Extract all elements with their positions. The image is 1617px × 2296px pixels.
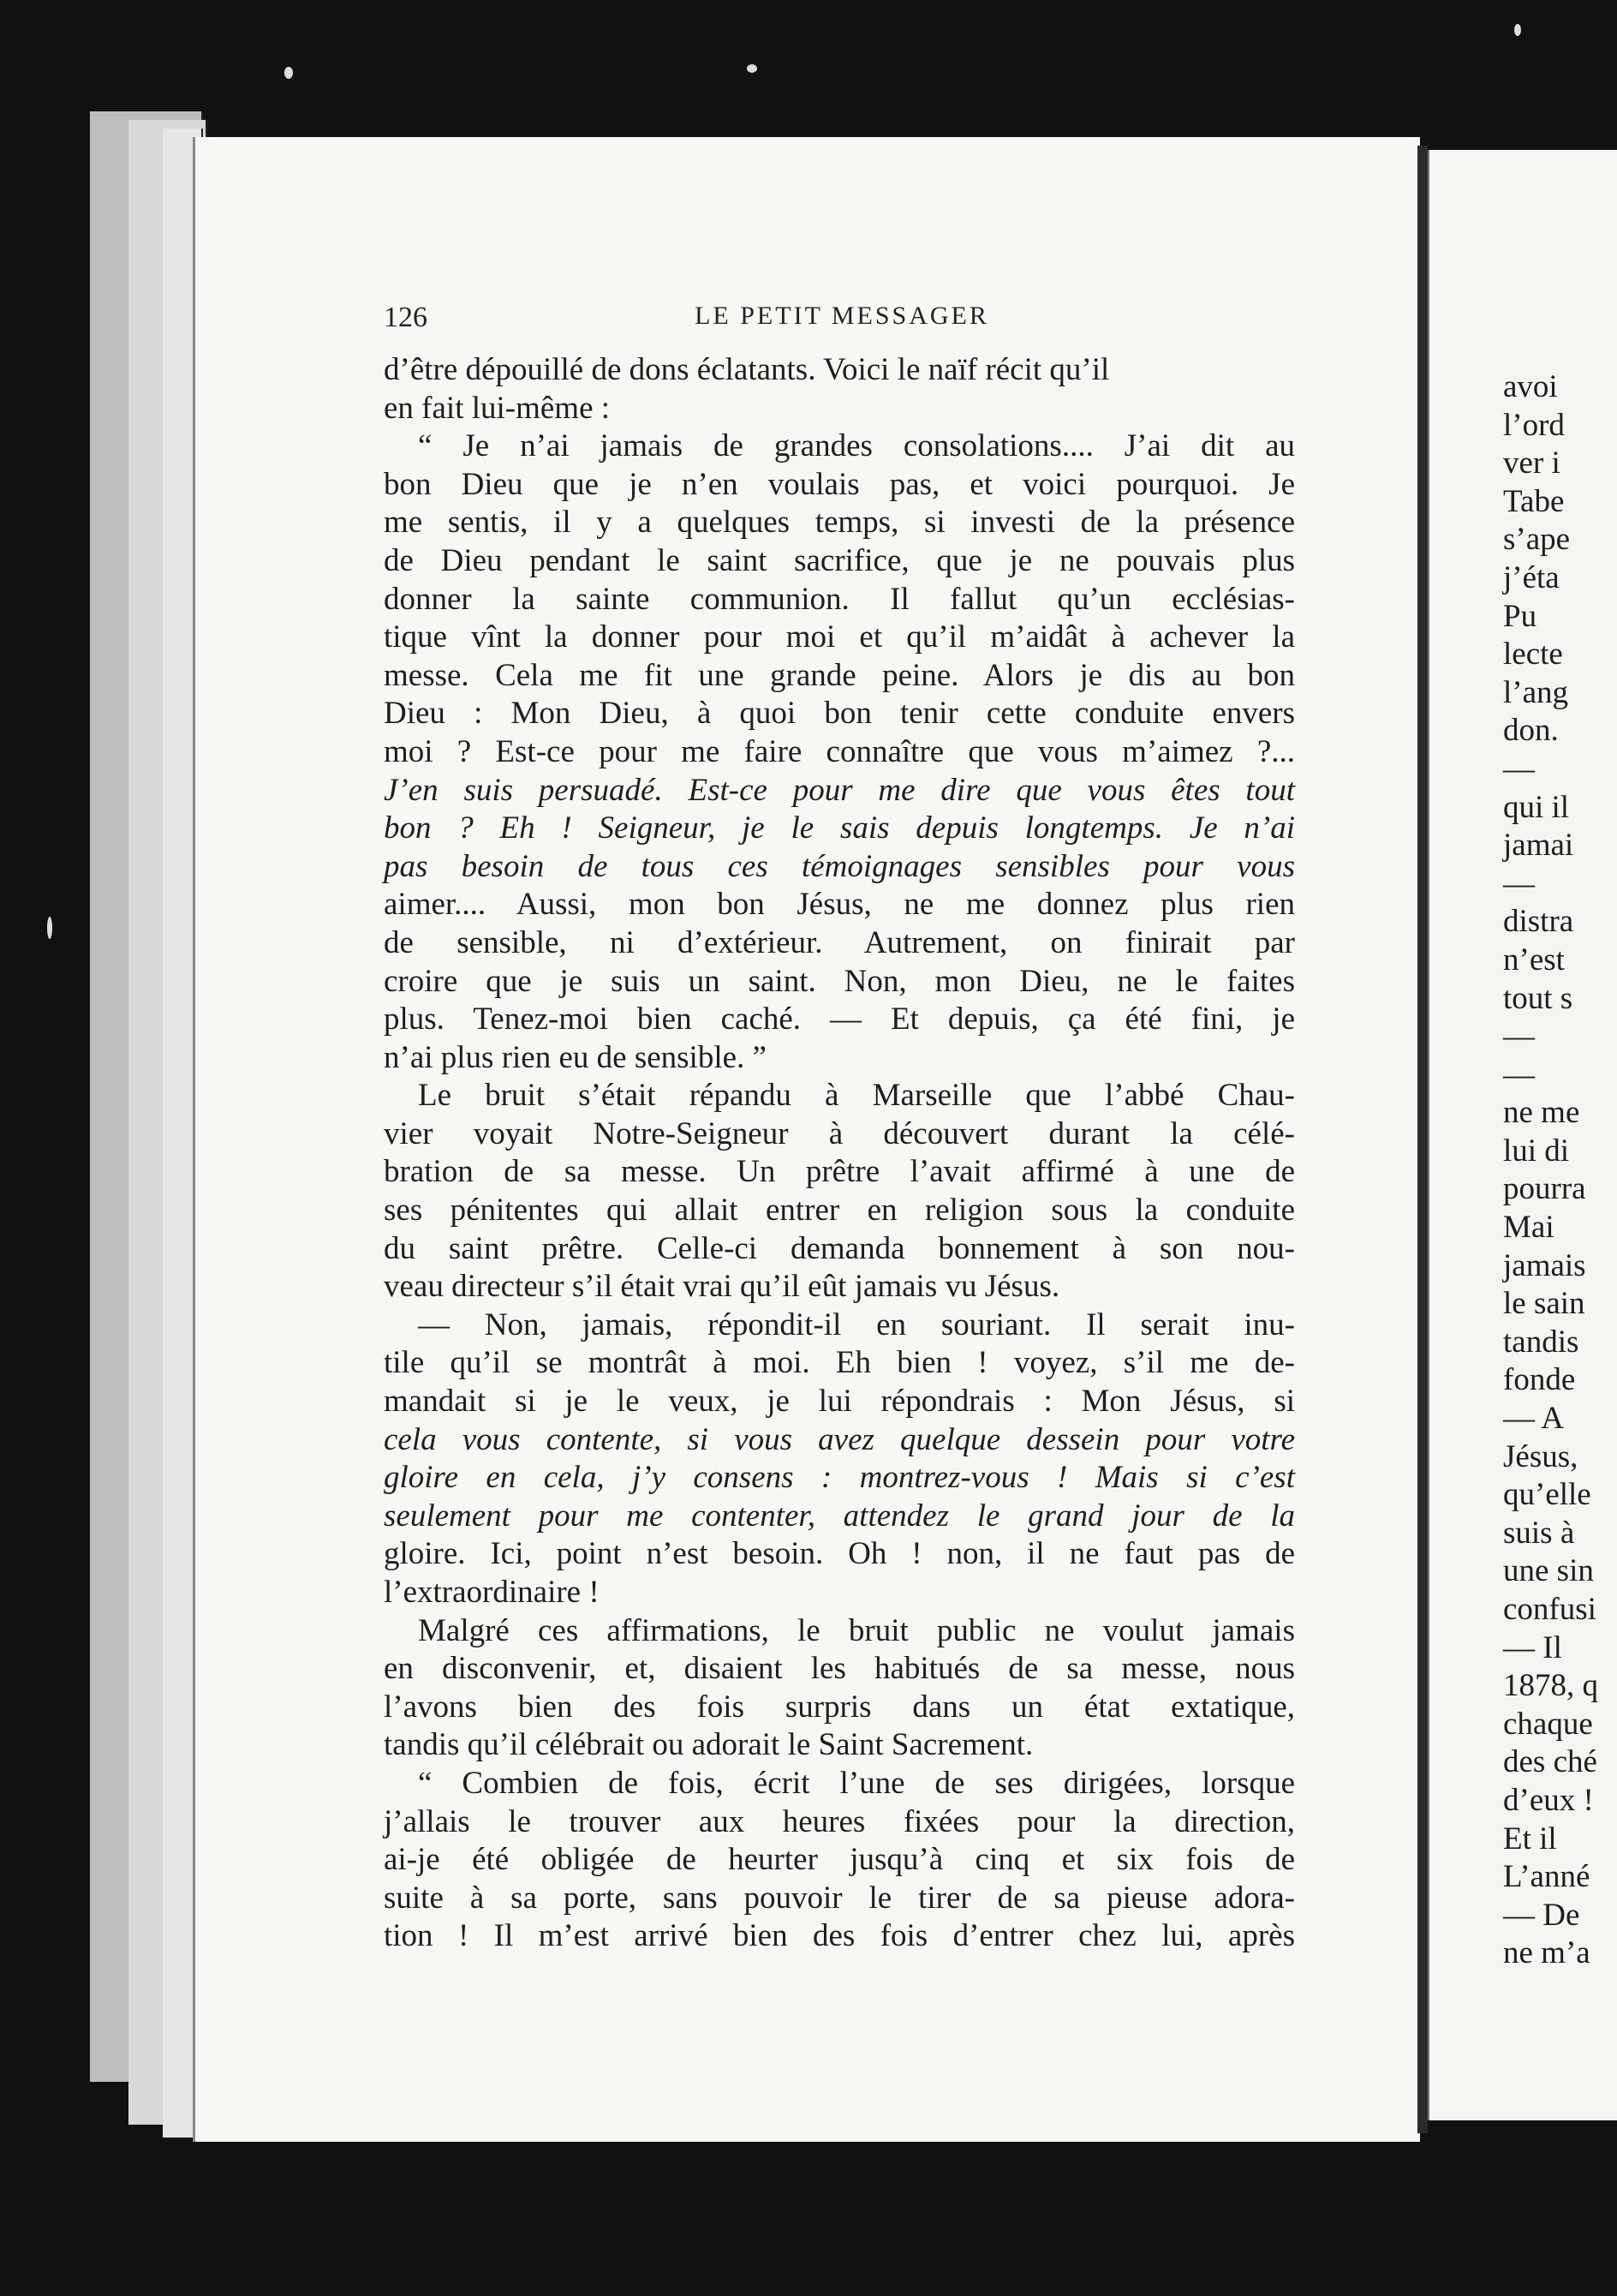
text-line: croire que je suis un saint. Non, mon Dieu, ne le faites: [384, 963, 1295, 999]
text-line: n’ai plus rien eu de sensible. ”: [384, 1039, 767, 1075]
running-title: LE PETIT MESSAGER: [695, 302, 989, 330]
right-page-line: Pu: [1503, 598, 1537, 634]
text-line: seulement pour me contenter, attendez le grand jour de la: [384, 1498, 1295, 1534]
text-line: moi ? Est-ce pour me faire connaître que vous m’aimez ?...: [384, 733, 1295, 769]
text-line: mandait si je le veux, je lui répondrais : Mon Jésus, si: [384, 1384, 1295, 1420]
right-page-line: une sin: [1503, 1553, 1594, 1589]
text-line: tique vînt la donner pour moi et qu’il m’aidât à achever la: [384, 619, 1295, 655]
right-page-line: qu’elle: [1503, 1477, 1591, 1513]
text-line: j’allais le trouver aux heures fixées pour la direction,: [384, 1803, 1295, 1839]
text-line: Dieu : Mon Dieu, à quoi bon tenir cette conduite envers: [384, 696, 1295, 732]
right-page-line: n’est: [1503, 942, 1565, 978]
right-page-fragments: [1503, 368, 1617, 1973]
right-page-line: des ché: [1503, 1744, 1597, 1780]
text-line: Malgré ces affirmations, le bruit public ne voulut jamais: [418, 1612, 1295, 1648]
text-line: vier voyait Notre-Seigneur à découvert durant la célé-: [384, 1115, 1295, 1151]
text-line: gloire. Ici, point n’est besoin. Oh ! non, il ne faut pas de: [384, 1536, 1295, 1572]
text-line: — Non, jamais, répondit-il en souriant. Il serait inu-: [418, 1306, 1295, 1342]
page-number: 126: [384, 302, 427, 333]
right-page-line: chaque: [1503, 1706, 1593, 1742]
right-page-line: 1878, q: [1503, 1668, 1598, 1704]
text-line: en fait lui-même :: [384, 390, 611, 426]
right-page-line: le sain: [1503, 1286, 1585, 1322]
speck-mark: [47, 917, 52, 939]
right-page-line: Et il: [1503, 1821, 1557, 1857]
running-header: [384, 302, 1300, 343]
right-page-line: l’ang: [1503, 674, 1569, 710]
right-page-line: s’ape: [1503, 522, 1571, 558]
right-page-line: ne me: [1503, 1095, 1580, 1131]
right-page-line: distra: [1503, 904, 1574, 940]
body-text: [384, 351, 1295, 1956]
right-page-line: lecte: [1503, 637, 1563, 673]
text-line: plus. Tenez-moi bien caché. — Et depuis, ça été fini, je: [384, 1002, 1295, 1037]
right-page-line: suis à: [1503, 1515, 1575, 1551]
text-line: “ Je n’ai jamais de grandes consolations.... J’ai dit au: [418, 428, 1295, 464]
text-line: l’avons bien des fois surpris dans un état extatique,: [384, 1689, 1295, 1725]
text-line: bon Dieu que je n’en voulais pas, et voici pourquoi. Je: [384, 466, 1295, 502]
right-page-line: d’eux !: [1503, 1782, 1594, 1818]
right-page-line: don.: [1503, 713, 1559, 749]
speck-mark: [1514, 24, 1521, 36]
text-line: tion ! Il m’est arrivé bien des fois d’entrer chez lui, après: [384, 1918, 1295, 1954]
text-line: de Dieu pendant le saint sacrifice, que je ne pouvais plus: [384, 542, 1295, 578]
text-line: me sentis, il y a quelques temps, si investi de la présence: [384, 505, 1295, 541]
right-page-line: jamai: [1503, 828, 1574, 864]
text-line: veau directeur s’il était vrai qu’il eût jamais vu Jésus.: [384, 1269, 1060, 1305]
right-page-line: L’anné: [1503, 1859, 1590, 1895]
right-page-line: avoi: [1503, 369, 1558, 404]
right-page-line: Mai: [1503, 1210, 1554, 1246]
text-line: ses pénitentes qui allait entrer en religion sous la conduite: [384, 1193, 1295, 1229]
text-line: Le bruit s’était répandu à Marseille que l’abbé Chau-: [418, 1078, 1295, 1114]
right-page-line: qui il: [1503, 789, 1570, 825]
text-line: tile qu’il se montrât à moi. Eh bien ! voyez, s’il me de-: [384, 1345, 1295, 1381]
speck-mark: [284, 67, 293, 79]
right-page-line: — De: [1503, 1897, 1580, 1933]
right-page-line: tandis: [1503, 1324, 1579, 1360]
text-line: messe. Cela me fit une grande peine. Alors je dis au bon: [384, 657, 1295, 693]
text-line: “ Combien de fois, écrit l’une de ses dirigées, lorsque: [418, 1765, 1295, 1801]
right-page-line: Tabe: [1503, 483, 1565, 519]
text-line: bon ? Eh ! Seigneur, je le sais depuis longtemps. Je n’ai: [384, 810, 1295, 846]
right-page-line: j’éta: [1503, 559, 1560, 595]
text-line: donner la sainte communion. Il fallut qu’un ecclésias-: [384, 581, 1295, 617]
text-line: l’extraordinaire !: [384, 1575, 600, 1610]
right-page-line: pourra: [1503, 1171, 1586, 1207]
text-line: aimer.... Aussi, mon bon Jésus, ne me donnez plus rien: [384, 887, 1295, 923]
text-line: suite à sa porte, sans pouvoir le tirer de sa pieuse adora-: [384, 1880, 1295, 1916]
text-line: de sensible, ni d’extérieur. Autrement, on finirait par: [384, 924, 1295, 960]
text-line: tandis qu’il célébrait ou adorait le Saint Sacrement.: [384, 1727, 1034, 1763]
right-page-line: l’ord: [1503, 407, 1565, 443]
right-page-line: confusi: [1503, 1592, 1596, 1627]
right-page-line: ne m’a: [1503, 1935, 1590, 1971]
right-page-line: jamais: [1503, 1247, 1586, 1283]
text-line: en disconvenir, et, disaient les habitués de sa messe, nous: [384, 1651, 1295, 1687]
right-page-line: ver i: [1503, 445, 1560, 481]
right-page-line: — A: [1503, 1401, 1564, 1437]
speck-mark: [747, 64, 757, 73]
text-line: du saint prêtre. Celle-ci demanda bonnement à son nou-: [384, 1230, 1295, 1266]
right-page-line: tout s: [1503, 980, 1573, 1016]
book-gutter: [1417, 146, 1428, 2133]
right-page-line: —: [1503, 1019, 1535, 1055]
text-line: ai-je été obligée de heurter jusqu’à cinq et six fois de: [384, 1842, 1295, 1878]
text-line: J’en suis persuadé. Est-ce pour me dire que vous êtes tout: [384, 772, 1295, 808]
text-line: bration de sa messe. Un prêtre l’avait affirmé à une de: [384, 1154, 1295, 1190]
text-line: d’être dépouillé de dons éclatants. Voici le naïf récit qu’il: [384, 352, 1110, 387]
text-line: cela vous contente, si vous avez quelque dessein pour votre: [384, 1421, 1295, 1457]
right-page-line: lui di: [1503, 1133, 1570, 1169]
right-page-line: —: [1503, 865, 1535, 901]
right-page-line: — Il: [1503, 1629, 1562, 1665]
text-line: pas besoin de tous ces témoignages sensibles pour vous: [384, 848, 1295, 884]
text-line: gloire en cela, j’y consens : montrez-vous ! Mais si c’est: [384, 1460, 1295, 1496]
right-page-line: —: [1503, 750, 1535, 786]
right-page-line: —: [1503, 1056, 1535, 1092]
right-page-line: fonde: [1503, 1362, 1576, 1398]
right-page-line: Jésus,: [1503, 1438, 1578, 1474]
